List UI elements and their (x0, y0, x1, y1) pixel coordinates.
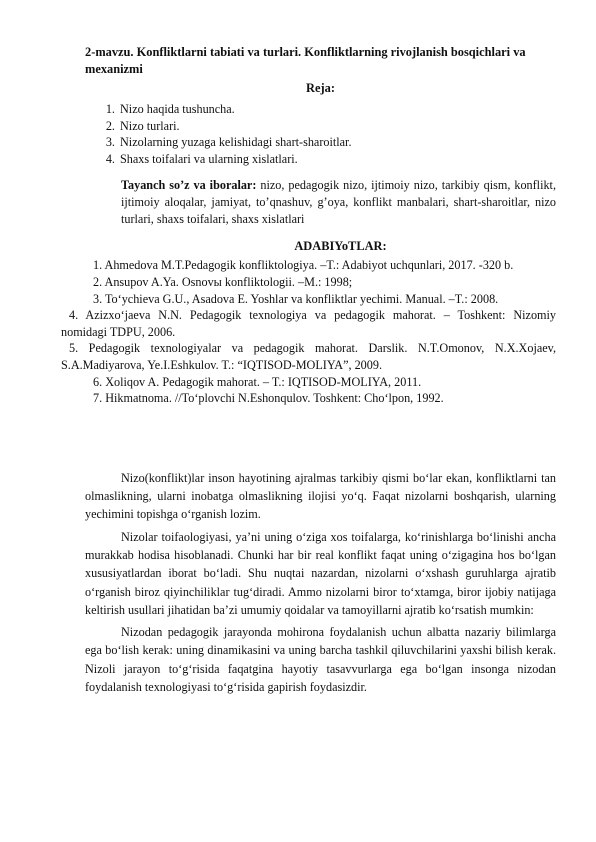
plan-item: 2. Nizo turlari. (118, 118, 556, 135)
keywords-text: nizo, pedagogik nizo, ijtimoiy nizo, tarkibiy qism, konflikt, ijtimoiy aloqalar, jamiyat, to’qnashuv, g’oya, konflikt manbalari, shart-sharoitlar, nizo turlari, shaxs toifalari, shaxs xislatlari (121, 178, 556, 227)
reference-item: 1. Ahmedova M.T.Pedagogik konfliktologiya. –T.: Adabiyot uchqunlari, 2017. -320 b. (93, 258, 514, 273)
reference-item: 4. Azizxo‘jaeva N.N. Pedagogik texnologiya va pedagogik mahorat. – Toshkent: Nizomiy nomidagi TDPU, 2006. (61, 308, 556, 339)
plan-item: 1. Nizo haqida tushuncha. (118, 101, 556, 118)
body-paragraph: Nizodan pedagogik jarayonda mohirona foydalanish uchun albatta nazariy bilimlarga ega bo‘lish kerak: uning dinamikasini va uning barcha tashkil qiluvchilarini yaxshi bilish kerak. Nizoli jarayon to‘g‘risida faqatgina hayotiy tasavvurlarga ega bo‘lgan insonga nizodan foydalanish texnologiyasi to‘g‘risida gapirish foydasizdir. (85, 625, 556, 694)
body-paragraph: Nizo(konflikt)lar inson hayotining ajralmas tarkibiy qismi bo‘lar ekan, konfliktlarni tan olmaslikning, ularni inobatga olmaslikning ilojisi yo‘q. Faqat nizolarni boshqarish, ularning yechimini topishga o‘rganish lozim. (85, 470, 556, 522)
reference-item: 6. Xoliqov A. Pedagogik mahorat. – T.: IQTISOD-MOLIYA, 2011. (93, 374, 422, 389)
reference-item: 5. Pedagogik texnologiyalar va pedagogik mahorat. Darslik. N.T.Omonov, N.X.Xojaev, S.A.Madiyarova, Ye.I.Eshkulov. T.: “IQTISOD-MOLIYA”, 2009. (61, 341, 556, 372)
keywords-label: Tayanch so’z va iboralar: (121, 178, 257, 193)
reference-item: 2. Ansupov A.Ya. Osnovы konfliktologii. –M.: 1998; (93, 274, 353, 289)
plan-heading: Reja: (306, 81, 335, 95)
plan-item: 4. Shaxs toifalari va ularning xislatlari. (118, 151, 556, 168)
plan-item: 3. Nizolarning yuzaga kelishidagi shart-sharoitlar. (118, 134, 556, 151)
body-text (85, 469, 556, 697)
references-list (61, 257, 556, 406)
document-title: 2-mavzu. Konfliktlarni tabiati va turlari. Konfliktlarning rivojlanish bosqichlari va mexanizmi (85, 45, 526, 76)
reference-item: 7. Hikmatnoma. //To‘plovchi N.Eshonqulov. Toshkent: Cho‘lpon, 1992. (93, 391, 444, 406)
plan-list (85, 101, 556, 167)
body-paragraph: Nizolar toifaologiyasi, ya’ni uning o‘ziga xos toifalarga, ko‘rinishlarga bo‘linishi ancha murakkab hodisa hisoblanadi. Chunki har bir real konflikt faqat uning o‘zigagina hos bo‘lgan xususiyatlardan iborat bo‘ladi. Shu nuqtai nazardan, nizolarni o‘xshash guruhlarga ajratib o‘rganish biroz qiyinchiliklar tug‘diradi. Ammo nizolarni biror to‘xtamga, biror ijobiy natijaga keltirish usullari jihatidan ba’zi umumiy qoidalar va tamoyillarni ajratib ko‘rsatish mumkin: (85, 529, 556, 617)
reference-item: 3. To‘ychieva G.U., Asadova E. Yoshlar va konfliktlar yechimi. Manual. –T.: 2008. (93, 291, 499, 306)
keywords-block (121, 177, 556, 228)
references-heading: ADABIYoTLAR: (294, 239, 387, 254)
